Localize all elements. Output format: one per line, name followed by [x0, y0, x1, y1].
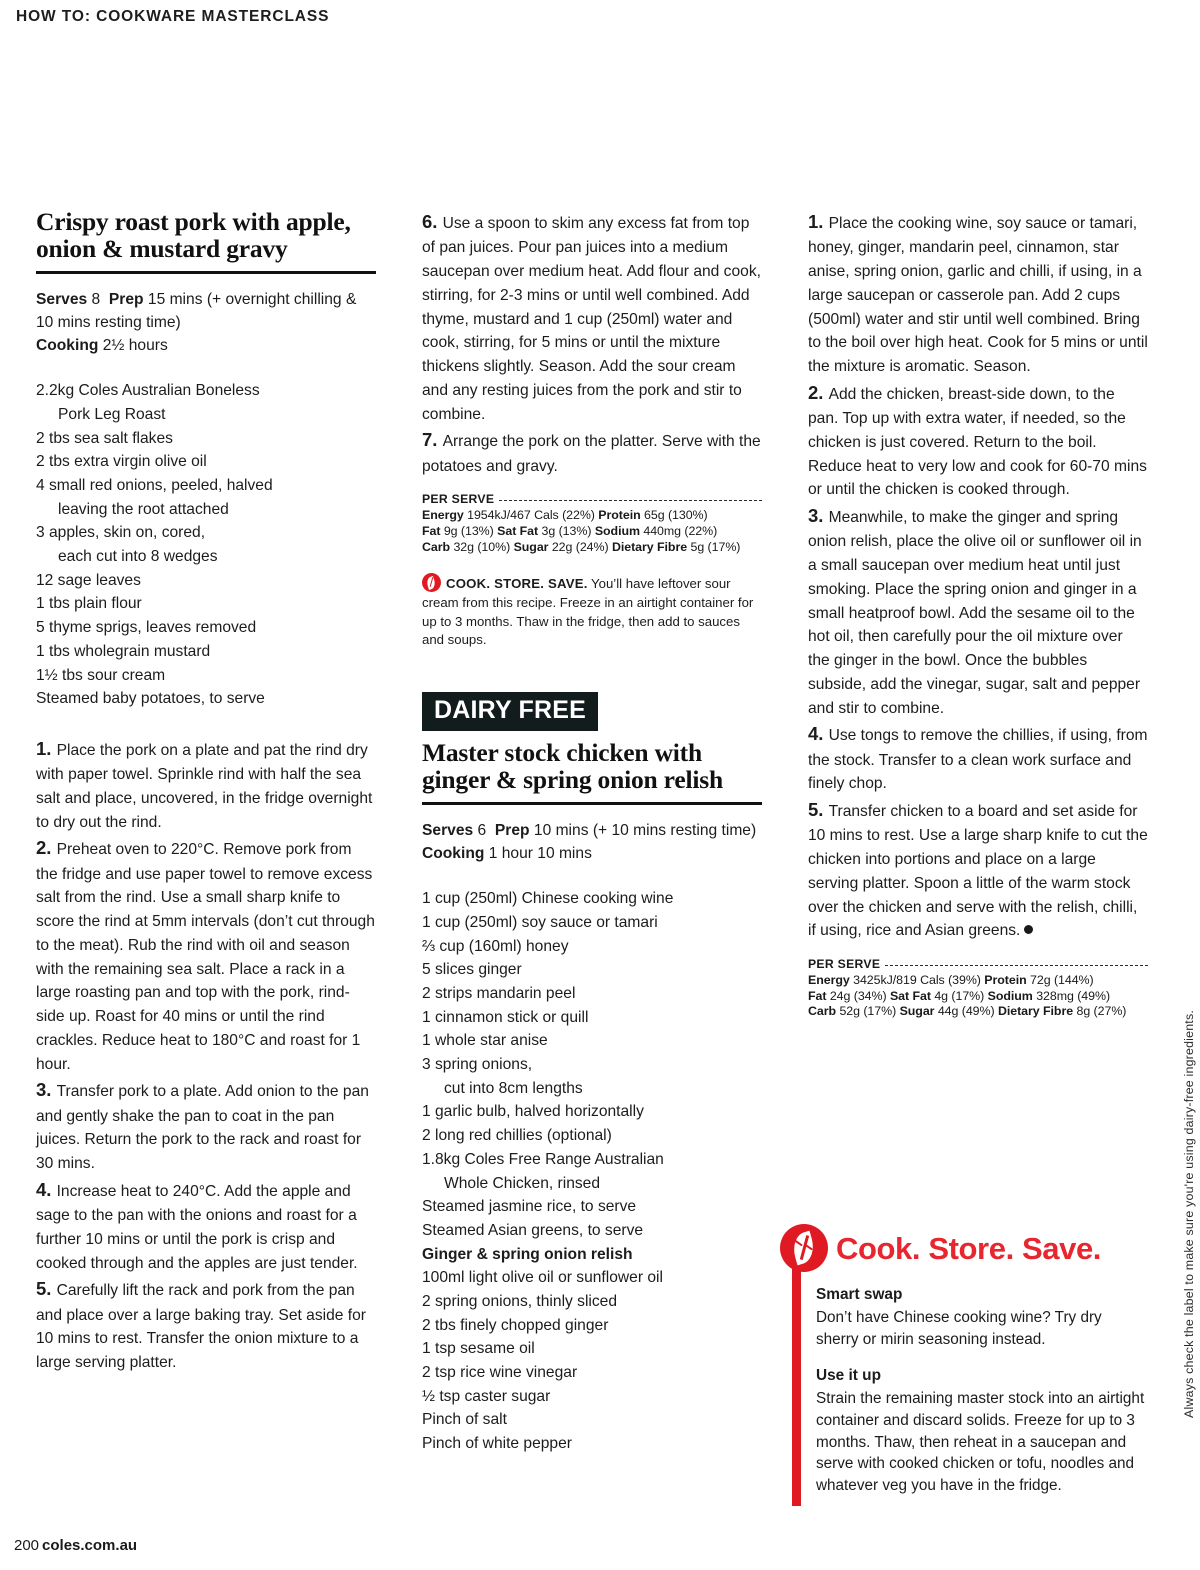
method-step-text: Arrange the pork on the platter. Serve with the potatoes and gravy. — [422, 433, 761, 475]
nutrient-label: Sat Fat — [889, 988, 931, 1003]
ingredient-item: 2 strips mandarin peel — [422, 985, 576, 1003]
method-step-text: Use tongs to remove the chillies, if using, from the stock. Transfer to a clean work surface and finely chop. — [808, 727, 1148, 793]
ingredient-item: 1 tbs plain flour — [36, 595, 142, 613]
ingredient-item: 100ml light olive oil or sunflower oil — [422, 1269, 663, 1287]
tip-heading: Use it up — [816, 1367, 881, 1385]
nutrient-value: 440mg (22%) — [643, 523, 718, 538]
nutrient-value: 9g (13%) — [443, 523, 494, 538]
page-number: 200 — [14, 1537, 40, 1554]
column-middle — [422, 208, 762, 1480]
cooking-label: Cooking — [36, 337, 99, 355]
nutrition-heading-row — [422, 492, 762, 506]
recipe-title-pork: Crispy roast pork with apple, onion & mustard gravy — [36, 207, 351, 264]
recipe-title-chicken: Master stock chicken with ginger & spring onion relish — [422, 738, 723, 795]
ingredient-item: 1 garlic bulb, halved horizontally — [422, 1103, 644, 1121]
nutrient-label: Fat — [422, 523, 441, 538]
nutrient-value: 24g (34%) — [829, 988, 887, 1003]
nutrient-label: Energy — [808, 973, 850, 988]
nutrition-line — [422, 508, 762, 524]
nutrition-line — [808, 1004, 1148, 1020]
prep-label: Prep — [108, 291, 144, 309]
method-step-number: 3. — [36, 1079, 57, 1101]
method-step — [422, 208, 762, 426]
method-step-text: Preheat oven to 220°C. Remove pork from the fridge and use paper towel to remove excess salt from the rind. Use a small sharp knife to score the rind at 5mm intervals (don’t cut through to the meat). Rub the rind with oil and season with the remaining sea salt. Place a rack in a large roasting pan and top with the pork, rind-side up. Roast for 40 mins or until the rind crackles. Reduce heat to 180°C and roast for 1 hour. — [36, 841, 375, 1073]
ingredient-item: 3 apples, skin on, cored, — [36, 524, 206, 542]
ingredient-item: Pinch of white pepper — [422, 1435, 572, 1453]
nutrient-value: 72g (144%) — [1030, 973, 1094, 988]
nutrition-lines-chicken — [808, 973, 1148, 1020]
method-step — [808, 796, 1148, 943]
cooking-label-chicken: Cooking — [422, 845, 485, 863]
method-step-number: 7. — [422, 429, 443, 451]
ingredient-item: Pinch of salt — [422, 1411, 507, 1429]
method-step-number: 6. — [422, 211, 443, 232]
method-step-text: Place the pork on a plate and pat the rind dry with paper towel. Sprinkle rind with half the sea salt and place, uncovered, in the fridge overnight to dry out the rind. — [36, 741, 373, 831]
tip-heading: Smart swap — [816, 1286, 903, 1303]
method-step-text: Carefully lift the rack and pork from the pan and place over a large baking tray. Set aside for 10 mins to rest. Transfer the onion mixture to a large serving platter. — [36, 1282, 366, 1372]
serves-label: Serves — [36, 291, 88, 309]
ingredient-item: Steamed Asian greens, to serve — [422, 1221, 644, 1239]
ingredient-item: 1 tbs wholegrain mustard — [36, 642, 211, 660]
method-step — [36, 735, 376, 835]
nutrient-value: 44g (49%) — [937, 1004, 995, 1019]
nutrition-dash-rule-chicken — [885, 965, 1148, 966]
end-of-recipe-dot — [1024, 925, 1033, 934]
method-step — [422, 426, 762, 478]
red-stem-bar — [792, 1248, 801, 1506]
ingredient-item: 1 cinnamon stick or quill — [422, 1008, 589, 1026]
ingredient-item: 5 thyme sprigs, leaves removed — [36, 619, 257, 637]
nutrient-value: 52g (17%) — [839, 1004, 897, 1019]
nutrient-value: 1954kJ/467 Cals (22%) — [467, 508, 595, 523]
method-step — [808, 208, 1148, 379]
ingredient-item: 2 tbs finely chopped ginger — [422, 1316, 609, 1334]
nutrition-line — [808, 973, 1148, 989]
ingredient-item: 12 sage leaves — [36, 571, 141, 589]
ingredient-item: 2 spring onions, thinly sliced — [422, 1292, 618, 1310]
ingredient-item: 2 tsp rice wine vinegar — [422, 1364, 578, 1382]
nutrition-pork — [422, 492, 762, 555]
page-footer — [14, 1537, 137, 1554]
method-step-text: Place the cooking wine, soy sauce or tamari, honey, ginger, mandarin peel, cinnamon, star anise, spring onion, garlic and chilli, if using, in a large saucepan or casserole pan. Add 2 cups (500ml) water and stir until well combined. Bring to the boil over high heat. Cook for 5 mins or until the mixture is aromatic. Season. — [808, 215, 1148, 376]
method-step — [808, 502, 1148, 720]
title-rule — [36, 271, 376, 274]
method-step — [36, 1275, 376, 1375]
running-head: HOW TO: COOKWARE MASTERCLASS — [16, 8, 330, 25]
nutrient-value: 32g (10%) — [453, 539, 511, 554]
ingredient-item: 1 cup (250ml) Chinese cooking wine — [422, 890, 674, 908]
ingredient-item: 2 tbs sea salt flakes — [36, 429, 173, 447]
ingredient-item: 1 tsp sesame oil — [422, 1340, 535, 1358]
nutrient-value: 328mg (49%) — [1036, 988, 1111, 1003]
nutrition-line — [422, 540, 762, 556]
method-pork-part1 — [36, 735, 376, 1375]
method-step — [36, 1076, 376, 1176]
method-step-number: 5. — [808, 799, 829, 821]
nutrition-chicken — [808, 957, 1148, 1020]
ingredient-item: ½ tsp caster sugar — [422, 1387, 551, 1405]
nutrient-label: Energy — [422, 508, 464, 523]
ingredient-item: Pork Leg Roast — [58, 405, 166, 423]
method-step-text: Transfer chicken to a board and set aside for 10 mins to rest. Use a large sharp knife to cut the chicken into portions and place on a large serving platter. Spoon a little of the warm stock over the chicken and serve with the relish, chilli, if using, rice and Asian greens. — [808, 803, 1148, 940]
method-step — [36, 834, 376, 1076]
ingredient-item: 2 tbs extra virgin olive oil — [36, 453, 207, 471]
recipe-meta-chicken — [422, 819, 762, 865]
nutrition-line — [808, 989, 1148, 1005]
nutrient-value: 8g (27%) — [1076, 1004, 1127, 1019]
ingredient-item: 1 cup (250ml) soy sauce or tamari — [422, 913, 658, 931]
column-left — [36, 208, 376, 1480]
nutrition-line — [422, 524, 762, 540]
cook-store-save-title: Cook. Store. Save. — [836, 1230, 1102, 1266]
method-step-text: Use a spoon to skim any excess fat from top of pan juices. Pour pan juices into a medium saucepan over medium heat. Add flour and cook, stirring, for 2-3 mins or until well combined. Add thyme, mustard and 1 cup (250ml) water and cook, stirring, for 5 mins or until the mixture thickens slightly. Season. Add the sour cream and any resting juices from the pork and stir to combine. — [422, 215, 761, 423]
cook-store-save-note-pork — [422, 573, 762, 650]
ingredient-item: 5 slices ginger — [422, 961, 522, 979]
prep-value-chicken: 10 mins (+ 10 mins resting time) — [533, 822, 757, 840]
method-step-text: Meanwhile, to make the ginger and spring onion relish, place the olive oil or sunflower oil in a small saucepan over medium heat until just smoking. Place the spring onion and ginger in a small heatproof bowl. Add the sesame oil to the hot oil, then carefully pour the oil mixture over the ginger in the bowl. Once the bubbles subside, add the vinegar, sugar, salt and pepper and stir to combine. — [808, 509, 1142, 717]
nutrition-dash-rule — [499, 500, 762, 501]
method-step-number: 2. — [808, 381, 829, 403]
ingredient-item: Steamed baby potatoes, to serve — [36, 690, 265, 708]
ingredient-item: 1.8kg Coles Free Range Australian — [422, 1150, 664, 1168]
dairy-free-disclaimer: Always check the label to make sure you're using dairy-free ingredients. — [1182, 1010, 1196, 1418]
cook-store-save-box — [780, 1222, 1148, 1497]
method-step-number: 4. — [36, 1178, 57, 1200]
cook-store-save-body — [816, 1284, 1148, 1497]
ingredient-item: 1 whole star anise — [422, 1032, 548, 1050]
method-step-number: 2. — [36, 837, 57, 859]
method-step-text: Add the chicken, breast-side down, to the pan. Top up with extra water, if needed, so the chicken is just covered. Return to the boil. Reduce heat to very low and cook for 60-70 mins or until the chicken is cooked through. — [808, 385, 1147, 499]
nutrient-label: Sat Fat — [497, 523, 539, 538]
ingredient-item: Steamed jasmine rice, to serve — [422, 1198, 637, 1216]
ingredient-item: 2 long red chillies (optional) — [422, 1127, 612, 1145]
leaf-logo-icon — [780, 1224, 828, 1272]
ingredient-list-chicken — [422, 887, 762, 1456]
method-step-number: 1. — [808, 211, 829, 232]
ingredient-item: Whole Chicken, rinsed — [444, 1174, 601, 1192]
nutrition-heading-row-chicken — [808, 957, 1148, 971]
recipe-meta-pork — [36, 288, 376, 357]
nutrient-label: Protein — [598, 508, 641, 523]
nutrient-label: Sodium — [987, 988, 1033, 1003]
ingredient-item: 3 spring onions, — [422, 1056, 533, 1074]
tip-text: Don’t have Chinese cooking wine? Try dry sherry or mirin seasoning instead. — [816, 1308, 1102, 1348]
serves-label-chicken: Serves — [422, 822, 474, 840]
spacer — [422, 650, 762, 692]
nutrient-label: Sugar — [513, 539, 549, 554]
cooking-value: 2½ hours — [102, 337, 168, 355]
method-chicken — [808, 208, 1148, 943]
cooking-value-chicken: 1 hour 10 mins — [488, 845, 592, 863]
ingredient-item: each cut into 8 wedges — [58, 548, 218, 566]
nutrient-label: Carb — [422, 539, 451, 554]
nutrient-value: 3425kJ/819 Cals (39%) — [853, 973, 981, 988]
method-step-text: Increase heat to 240°C. Add the apple and sage to the pan with the onions and roast for a further 10 mins or until the pork is crisp and cooked through and the apples are just tender. — [36, 1182, 358, 1272]
nutrient-label: Protein — [984, 973, 1027, 988]
ingredient-subheading: Ginger & spring onion relish — [422, 1245, 633, 1263]
method-step-number: 3. — [808, 505, 829, 527]
ingredient-item: 4 small red onions, peeled, halved — [36, 477, 273, 495]
nutrient-value: 3g (13%) — [541, 523, 592, 538]
tip-text: Strain the remaining master stock into an airtight container and discard solids. Freeze for up to 3 months. Thaw, then reheat in a saucepan and serve with cooked chicken or tofu, noodles and whatever veg you have in the fridge. — [816, 1390, 1145, 1495]
ingredient-item: cut into 8cm lengths — [444, 1079, 583, 1097]
badge-dairy-free: DAIRY FREE — [422, 692, 598, 731]
ingredient-list-pork — [36, 379, 376, 711]
method-step — [808, 379, 1148, 502]
cook-store-save-text: You’ll have leftover sour cream from this recipe. Freeze in an airtight container for up to 3 months. Thaw in the fridge, then add to sauces and soups. — [422, 576, 754, 648]
ingredient-item: leaving the root attached — [58, 500, 229, 518]
ingredient-item: 2.2kg Coles Australian Boneless — [36, 382, 260, 400]
nutrient-label: Sugar — [899, 1004, 935, 1019]
nutrition-lines-pork — [422, 508, 762, 555]
method-step-text: Transfer pork to a plate. Add onion to the pan and gently shake the pan to coat in the pan juices. Return the pork to the rack and roast for 30 mins. — [36, 1083, 369, 1173]
method-step-number: 4. — [808, 723, 829, 745]
nutrient-label: Carb — [808, 1004, 837, 1019]
method-step-number: 5. — [36, 1278, 57, 1300]
ingredient-item: ⅔ cup (160ml) honey — [422, 937, 569, 955]
serves-value-chicken: 6 — [477, 822, 487, 840]
method-step — [808, 720, 1148, 796]
cook-store-save-lead: COOK. STORE. SAVE. — [446, 576, 588, 592]
title-rule-chicken — [422, 802, 762, 805]
nutrient-label: Dietary Fibre — [611, 539, 688, 554]
nutrition-heading: PER SERVE — [422, 492, 495, 507]
nutrition-heading-chicken: PER SERVE — [808, 957, 881, 972]
nutrient-label: Fat — [808, 988, 827, 1003]
nutrient-label: Sodium — [594, 523, 640, 538]
nutrient-value: 5g (17%) — [690, 539, 741, 554]
nutrient-value: 65g (130%) — [644, 508, 708, 523]
method-pork-part2 — [422, 208, 762, 478]
ingredient-item: 1½ tbs sour cream — [36, 666, 166, 684]
method-step — [36, 1176, 376, 1276]
nutrient-label: Dietary Fibre — [997, 1004, 1074, 1019]
prep-label-chicken: Prep — [494, 822, 530, 840]
nutrient-value: 4g (17%) — [934, 988, 985, 1003]
prep-value: 15 mins (+ overnight chilling & 10 mins resting time) — [36, 291, 357, 332]
footer-site: coles.com.au — [42, 1537, 138, 1554]
serves-value: 8 — [91, 291, 101, 309]
method-step-number: 1. — [36, 737, 57, 759]
nutrient-value: 22g (24%) — [551, 539, 609, 554]
leaf-icon — [422, 573, 441, 592]
cook-store-save-header — [780, 1222, 1148, 1274]
